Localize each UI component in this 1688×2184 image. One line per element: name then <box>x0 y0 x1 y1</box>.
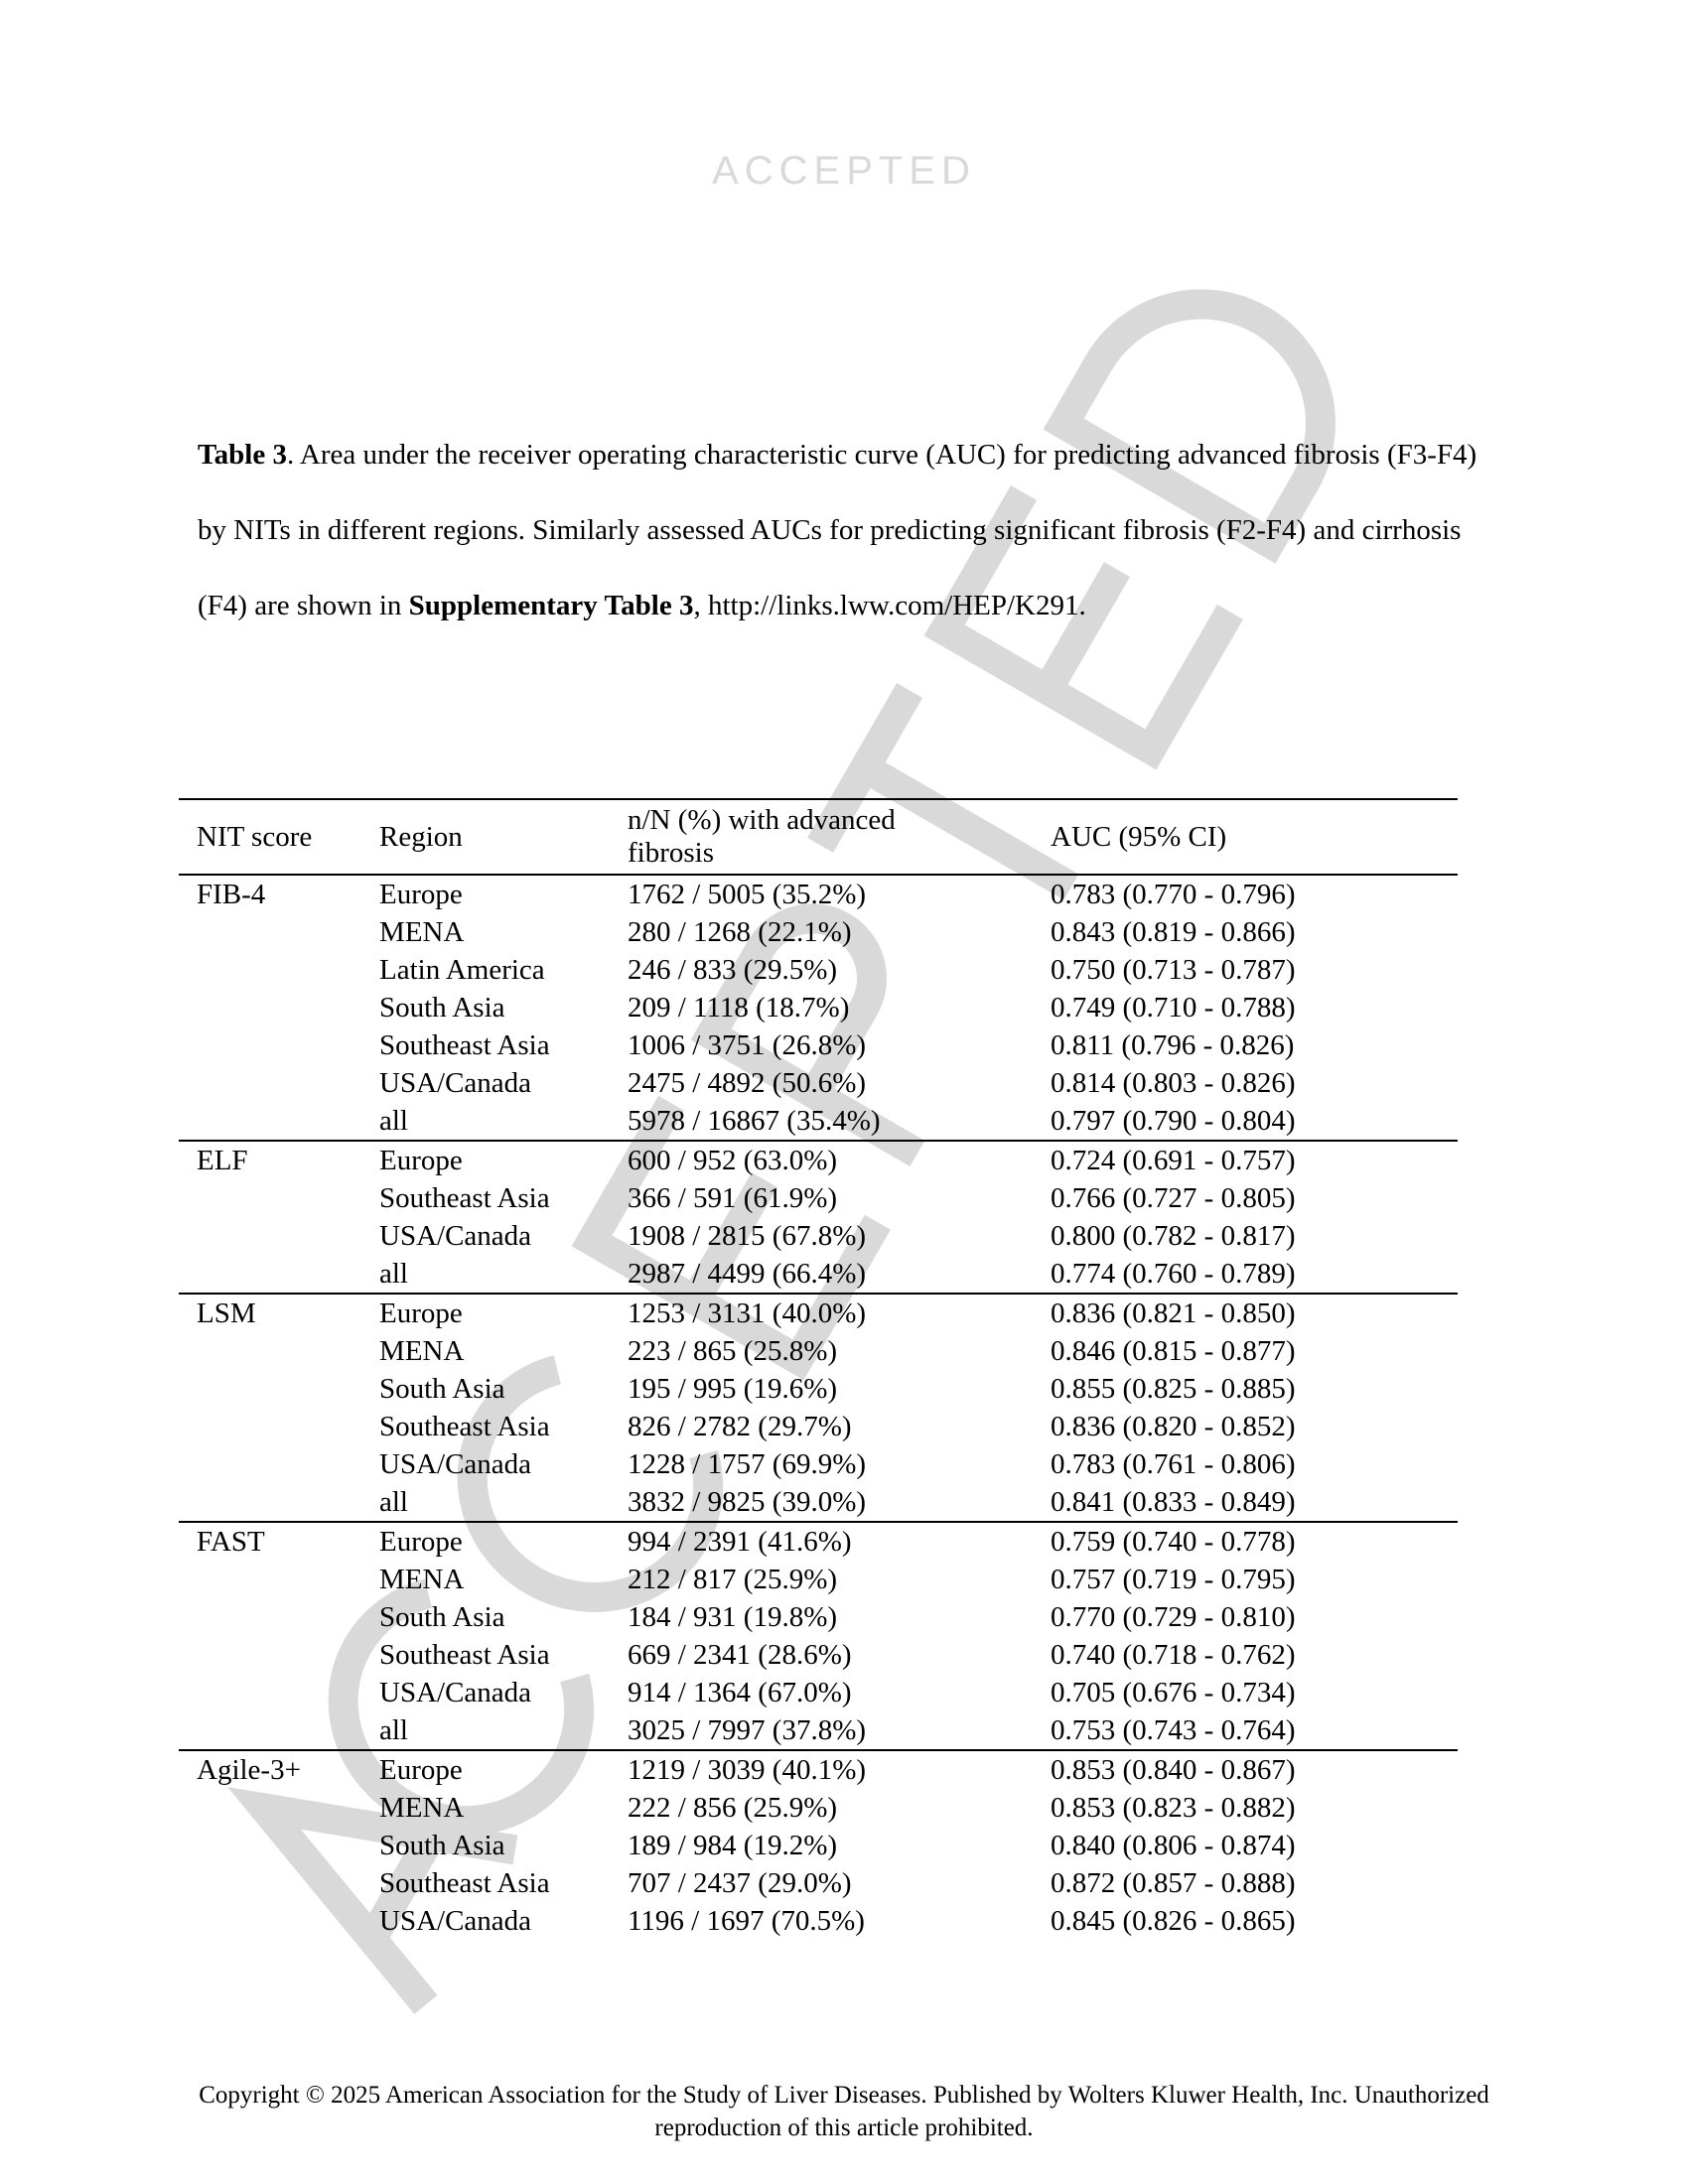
cell-nit-score <box>179 1864 379 1902</box>
cell-region: Latin America <box>379 954 545 986</box>
cell-auc: 0.749 (0.710 - 0.788) <box>1051 992 1296 1024</box>
cell-n-with-fibrosis: 280 / 1268 (22.1%) <box>628 916 852 948</box>
cell-nit-score <box>179 1445 379 1483</box>
cell-nit-score: FAST <box>197 1526 265 1558</box>
cell-region: MENA <box>379 1792 465 1824</box>
cell-n-with-fibrosis: 189 / 984 (19.2%) <box>628 1830 838 1861</box>
cell-region: MENA <box>379 916 465 948</box>
cell-nit-score <box>179 1408 379 1445</box>
cell-auc: 0.843 (0.819 - 0.866) <box>1051 916 1296 948</box>
cell-n-with-fibrosis: 222 / 856 (25.9%) <box>628 1792 838 1824</box>
cell-region: Europe <box>379 1297 463 1329</box>
table-row <box>179 1445 1458 1483</box>
cell-auc: 0.753 (0.743 - 0.764) <box>1051 1714 1296 1746</box>
cell-nit-score <box>179 1561 379 1598</box>
cell-n-with-fibrosis: 669 / 2341 (28.6%) <box>628 1639 852 1671</box>
cell-region: USA/Canada <box>379 1677 532 1708</box>
cell-nit-score <box>179 1064 379 1102</box>
table-row <box>179 1827 1458 1864</box>
cell-n-with-fibrosis: 184 / 931 (19.8%) <box>628 1601 838 1633</box>
cell-region: South Asia <box>379 1830 505 1861</box>
cell-region: Europe <box>379 1754 463 1786</box>
table-row <box>179 1294 1458 1332</box>
cell-nit-score <box>179 913 379 951</box>
cell-n-with-fibrosis: 1228 / 1757 (69.9%) <box>628 1448 867 1480</box>
cell-auc: 0.872 (0.857 - 0.888) <box>1051 1867 1296 1899</box>
cell-n-with-fibrosis: 1219 / 3039 (40.1%) <box>628 1754 867 1786</box>
cell-region: Southeast Asia <box>379 1182 550 1214</box>
cell-auc: 0.705 (0.676 - 0.734) <box>1051 1677 1296 1708</box>
table-row <box>179 1522 1458 1561</box>
table-caption <box>198 417 1488 643</box>
cell-region: all <box>379 1486 408 1518</box>
cell-auc: 0.836 (0.821 - 0.850) <box>1051 1297 1296 1329</box>
cell-n-with-fibrosis: 3025 / 7997 (37.8%) <box>628 1714 867 1746</box>
cell-nit-score <box>179 1179 379 1217</box>
cell-n-with-fibrosis: 994 / 2391 (41.6%) <box>628 1526 852 1558</box>
cell-auc: 0.750 (0.713 - 0.787) <box>1051 954 1296 986</box>
table-row <box>179 913 1458 951</box>
cell-nit-score <box>179 1217 379 1255</box>
cell-auc: 0.840 (0.806 - 0.874) <box>1051 1830 1296 1861</box>
cell-nit-score <box>179 1902 379 1940</box>
cell-n-with-fibrosis: 1253 / 3131 (40.0%) <box>628 1297 867 1329</box>
table-row <box>179 1370 1458 1408</box>
cell-region: Europe <box>379 879 463 910</box>
header-nit-score: NIT score <box>197 820 313 853</box>
auc-table <box>179 798 1458 1940</box>
cell-auc: 0.797 (0.790 - 0.804) <box>1051 1105 1296 1137</box>
cell-auc: 0.766 (0.727 - 0.805) <box>1051 1182 1296 1214</box>
table-row <box>179 875 1458 913</box>
table-row <box>179 1902 1458 1940</box>
cell-n-with-fibrosis: 600 / 952 (63.0%) <box>628 1145 838 1176</box>
cell-auc: 0.811 (0.796 - 0.826) <box>1051 1029 1295 1061</box>
cell-nit-score <box>179 1483 379 1522</box>
cell-n-with-fibrosis: 5978 / 16867 (35.4%) <box>628 1105 881 1137</box>
cell-region: Europe <box>379 1526 463 1558</box>
caption-supplementary-ref: Supplementary Table 3 <box>408 590 694 621</box>
cell-auc: 0.836 (0.820 - 0.852) <box>1051 1411 1296 1442</box>
watermark-text: ACCEPTED <box>712 149 976 193</box>
cell-auc: 0.740 (0.718 - 0.762) <box>1051 1639 1296 1671</box>
cell-region: MENA <box>379 1564 465 1595</box>
cell-region: Southeast Asia <box>379 1867 550 1899</box>
cell-n-with-fibrosis: 1908 / 2815 (67.8%) <box>628 1220 867 1252</box>
cell-auc: 0.841 (0.833 - 0.849) <box>1051 1486 1296 1518</box>
cell-auc: 0.774 (0.760 - 0.789) <box>1051 1258 1296 1290</box>
table-header-row <box>179 799 1458 875</box>
cell-n-with-fibrosis: 195 / 995 (19.6%) <box>628 1373 838 1405</box>
caption-label: Table 3 <box>198 439 287 471</box>
table-row <box>179 1598 1458 1636</box>
cell-auc: 0.855 (0.825 - 0.885) <box>1051 1373 1296 1405</box>
cell-region: MENA <box>379 1335 465 1367</box>
cell-region: USA/Canada <box>379 1448 532 1480</box>
cell-auc: 0.783 (0.770 - 0.796) <box>1051 879 1296 910</box>
copyright-footer <box>0 2079 1688 2144</box>
cell-auc: 0.757 (0.719 - 0.795) <box>1051 1564 1296 1595</box>
table-row <box>179 1674 1458 1711</box>
cell-auc: 0.724 (0.691 - 0.757) <box>1051 1145 1296 1176</box>
cell-auc: 0.759 (0.740 - 0.778) <box>1051 1526 1296 1558</box>
table-row <box>179 989 1458 1026</box>
cell-n-with-fibrosis: 246 / 833 (29.5%) <box>628 954 838 986</box>
cell-auc: 0.783 (0.761 - 0.806) <box>1051 1448 1296 1480</box>
cell-nit-score <box>179 1711 379 1750</box>
table-row <box>179 1483 1458 1522</box>
cell-auc: 0.845 (0.826 - 0.865) <box>1051 1905 1296 1937</box>
footer-line-1: Copyright © 2025 American Association for the Study of Liver Diseases. Published by Wolters Kluwer Health, Inc. Unauthorized <box>199 2082 1489 2109</box>
cell-nit-score <box>179 951 379 989</box>
cell-n-with-fibrosis: 2987 / 4499 (66.4%) <box>628 1258 867 1290</box>
table-row <box>179 1711 1458 1750</box>
table-row <box>179 1864 1458 1902</box>
cell-n-with-fibrosis: 914 / 1364 (67.0%) <box>628 1677 852 1708</box>
cell-region: USA/Canada <box>379 1220 532 1252</box>
cell-region: Southeast Asia <box>379 1411 550 1442</box>
cell-nit-score <box>179 989 379 1026</box>
table-row <box>179 1102 1458 1141</box>
cell-nit-score <box>179 1674 379 1711</box>
table-row <box>179 1408 1458 1445</box>
cell-nit-score <box>179 1102 379 1141</box>
table-row <box>179 1636 1458 1674</box>
cell-region: Southeast Asia <box>379 1639 550 1671</box>
caption-text-1: . Area under the receiver operating characteristic curve (AUC) for predicting advanced fibrosis (F3-F4) by NITs in different regions. Similarly assessed AUCs for predicting significant fibrosis (F2-F4) and cirrhosis (F4) are shown in <box>198 439 1477 621</box>
cell-n-with-fibrosis: 366 / 591 (61.9%) <box>628 1182 838 1214</box>
cell-nit-score <box>179 1598 379 1636</box>
header-auc: AUC (95% CI) <box>1051 820 1227 853</box>
cell-nit-score <box>179 1789 379 1827</box>
header-region: Region <box>379 820 463 853</box>
table-row <box>179 1064 1458 1102</box>
table-row <box>179 951 1458 989</box>
table-row <box>179 1026 1458 1064</box>
cell-auc: 0.800 (0.782 - 0.817) <box>1051 1220 1296 1252</box>
cell-n-with-fibrosis: 3832 / 9825 (39.0%) <box>628 1486 867 1518</box>
cell-n-with-fibrosis: 1762 / 5005 (35.2%) <box>628 879 867 910</box>
cell-n-with-fibrosis: 707 / 2437 (29.0%) <box>628 1867 852 1899</box>
table-row <box>179 1217 1458 1255</box>
cell-region: South Asia <box>379 1601 505 1633</box>
cell-auc: 0.770 (0.729 - 0.810) <box>1051 1601 1296 1633</box>
table-body <box>179 875 1458 1940</box>
header-n-with-advanced-fibrosis <box>628 799 1051 875</box>
cell-n-with-fibrosis: 1006 / 3751 (26.8%) <box>628 1029 867 1061</box>
cell-auc: 0.853 (0.823 - 0.882) <box>1051 1792 1296 1824</box>
table-row <box>179 1332 1458 1370</box>
cell-region: USA/Canada <box>379 1905 532 1937</box>
cell-nit-score <box>179 1255 379 1294</box>
cell-auc: 0.846 (0.815 - 0.877) <box>1051 1335 1296 1367</box>
cell-nit-score: Agile-3+ <box>197 1754 301 1786</box>
cell-region: USA/Canada <box>379 1067 532 1099</box>
table-row <box>179 1255 1458 1294</box>
table-row <box>179 1750 1458 1789</box>
cell-nit-score <box>179 1332 379 1370</box>
cell-n-with-fibrosis: 223 / 865 (25.8%) <box>628 1335 838 1367</box>
cell-n-with-fibrosis: 209 / 1118 (18.7%) <box>628 992 850 1024</box>
cell-nit-score <box>179 1026 379 1064</box>
cell-n-with-fibrosis: 1196 / 1697 (70.5%) <box>628 1905 865 1937</box>
cell-nit-score: FIB-4 <box>197 879 266 910</box>
cell-n-with-fibrosis: 2475 / 4892 (50.6%) <box>628 1067 867 1099</box>
caption-text-2: , http://links.lww.com/HEP/K291. <box>693 590 1086 621</box>
cell-nit-score <box>179 1827 379 1864</box>
cell-nit-score: LSM <box>197 1297 256 1329</box>
table-row <box>179 1789 1458 1827</box>
cell-region: all <box>379 1105 408 1137</box>
cell-region: South Asia <box>379 1373 505 1405</box>
cell-region: all <box>379 1714 408 1746</box>
cell-region: Southeast Asia <box>379 1029 550 1061</box>
cell-n-with-fibrosis: 826 / 2782 (29.7%) <box>628 1411 852 1442</box>
cell-n-with-fibrosis: 212 / 817 (25.9%) <box>628 1564 838 1595</box>
cell-nit-score: ELF <box>197 1145 248 1176</box>
cell-region: South Asia <box>379 992 505 1024</box>
cell-nit-score <box>179 1636 379 1674</box>
header-n-text: n/N (%) with advanced fibrosis <box>628 804 896 869</box>
cell-region: all <box>379 1258 408 1290</box>
cell-auc: 0.814 (0.803 - 0.826) <box>1051 1067 1296 1099</box>
cell-auc: 0.853 (0.840 - 0.867) <box>1051 1754 1296 1786</box>
table-row <box>179 1561 1458 1598</box>
table-row <box>179 1179 1458 1217</box>
footer-line-2: reproduction of this article prohibited. <box>654 2115 1034 2141</box>
cell-region: Europe <box>379 1145 463 1176</box>
table-row <box>179 1141 1458 1179</box>
cell-nit-score <box>179 1370 379 1408</box>
